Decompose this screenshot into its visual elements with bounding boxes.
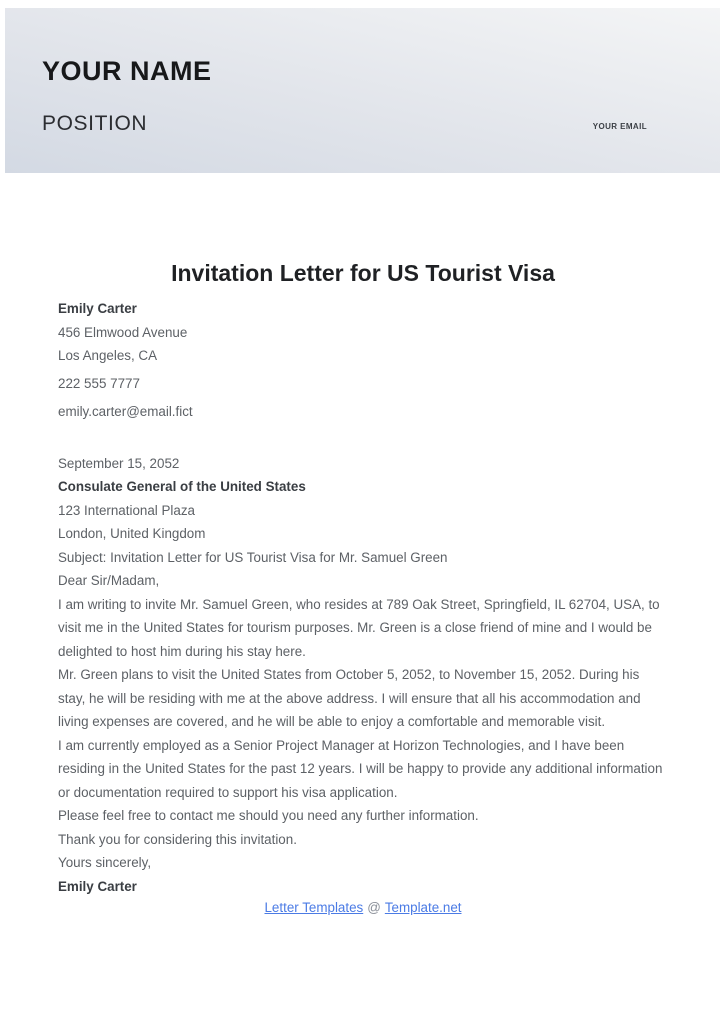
letter-paragraph: Please feel free to contact me should you need any further information. — [58, 808, 479, 823]
letterhead-email: YOUR EMAIL — [592, 122, 647, 131]
sender-address-line1: 456 Elmwood Avenue — [58, 324, 188, 340]
letterhead-name: YOUR NAME — [42, 56, 212, 86]
footer-links — [58, 896, 668, 920]
sender-block — [58, 297, 668, 424]
recipient-name: Consulate General of the United States — [58, 479, 306, 494]
sender-email: emily.carter@email.fict — [58, 404, 193, 419]
salutation: Dear Sir/Madam, — [58, 573, 160, 588]
closing-line: Yours sincerely, — [58, 855, 152, 870]
template-net-link[interactable]: Template.net — [384, 900, 462, 915]
letter-paragraph: I am writing to invite Mr. Samuel Green, who resides at 789 Oak Street, Springfield, IL 62704, USA, to visit me in the United States for tourism purposes. Mr. Green is a close friend of mine and I would be delighted to host him during his stay here. — [58, 596, 660, 659]
recipient-address-line2: London, United Kingdom — [58, 526, 206, 541]
letter-paragraph: I am currently employed as a Senior Project Manager at Horizon Technologies, and I have been residing in the United States for the past 12 years. I will be happy to provide any additional information or documentation required to support his visa application. — [58, 737, 663, 800]
recipient-block — [58, 475, 668, 546]
letter-paragraph: Thank you for considering this invitation. — [58, 831, 297, 847]
signature-name: Emily Carter — [58, 878, 137, 894]
letter-title: Invitation Letter for US Tourist Visa — [171, 260, 555, 286]
sender-name: Emily Carter — [58, 301, 137, 316]
footer-at-separator: @ — [367, 900, 381, 915]
subject-line: Subject: Invitation Letter for US Tourist Visa for Mr. Samuel Green — [58, 549, 448, 565]
sender-phone: 222 555 7777 — [58, 375, 140, 391]
letter-templates-link[interactable]: Letter Templates — [264, 900, 364, 915]
sender-address-line2: Los Angeles, CA — [58, 348, 158, 363]
letter-date: September 15, 2052 — [58, 455, 180, 471]
recipient-address-line1: 123 International Plaza — [58, 502, 195, 518]
letterhead-position: POSITION — [42, 112, 148, 135]
letter-paragraph: Mr. Green plans to visit the United States from October 5, 2052, to November 15, 2052. During his stay, he will be residing with me at the above address. I will ensure that all his accommodation and living expenses are covered, and he will be able to enjoy a comfortable and memorable visit. — [58, 667, 641, 729]
